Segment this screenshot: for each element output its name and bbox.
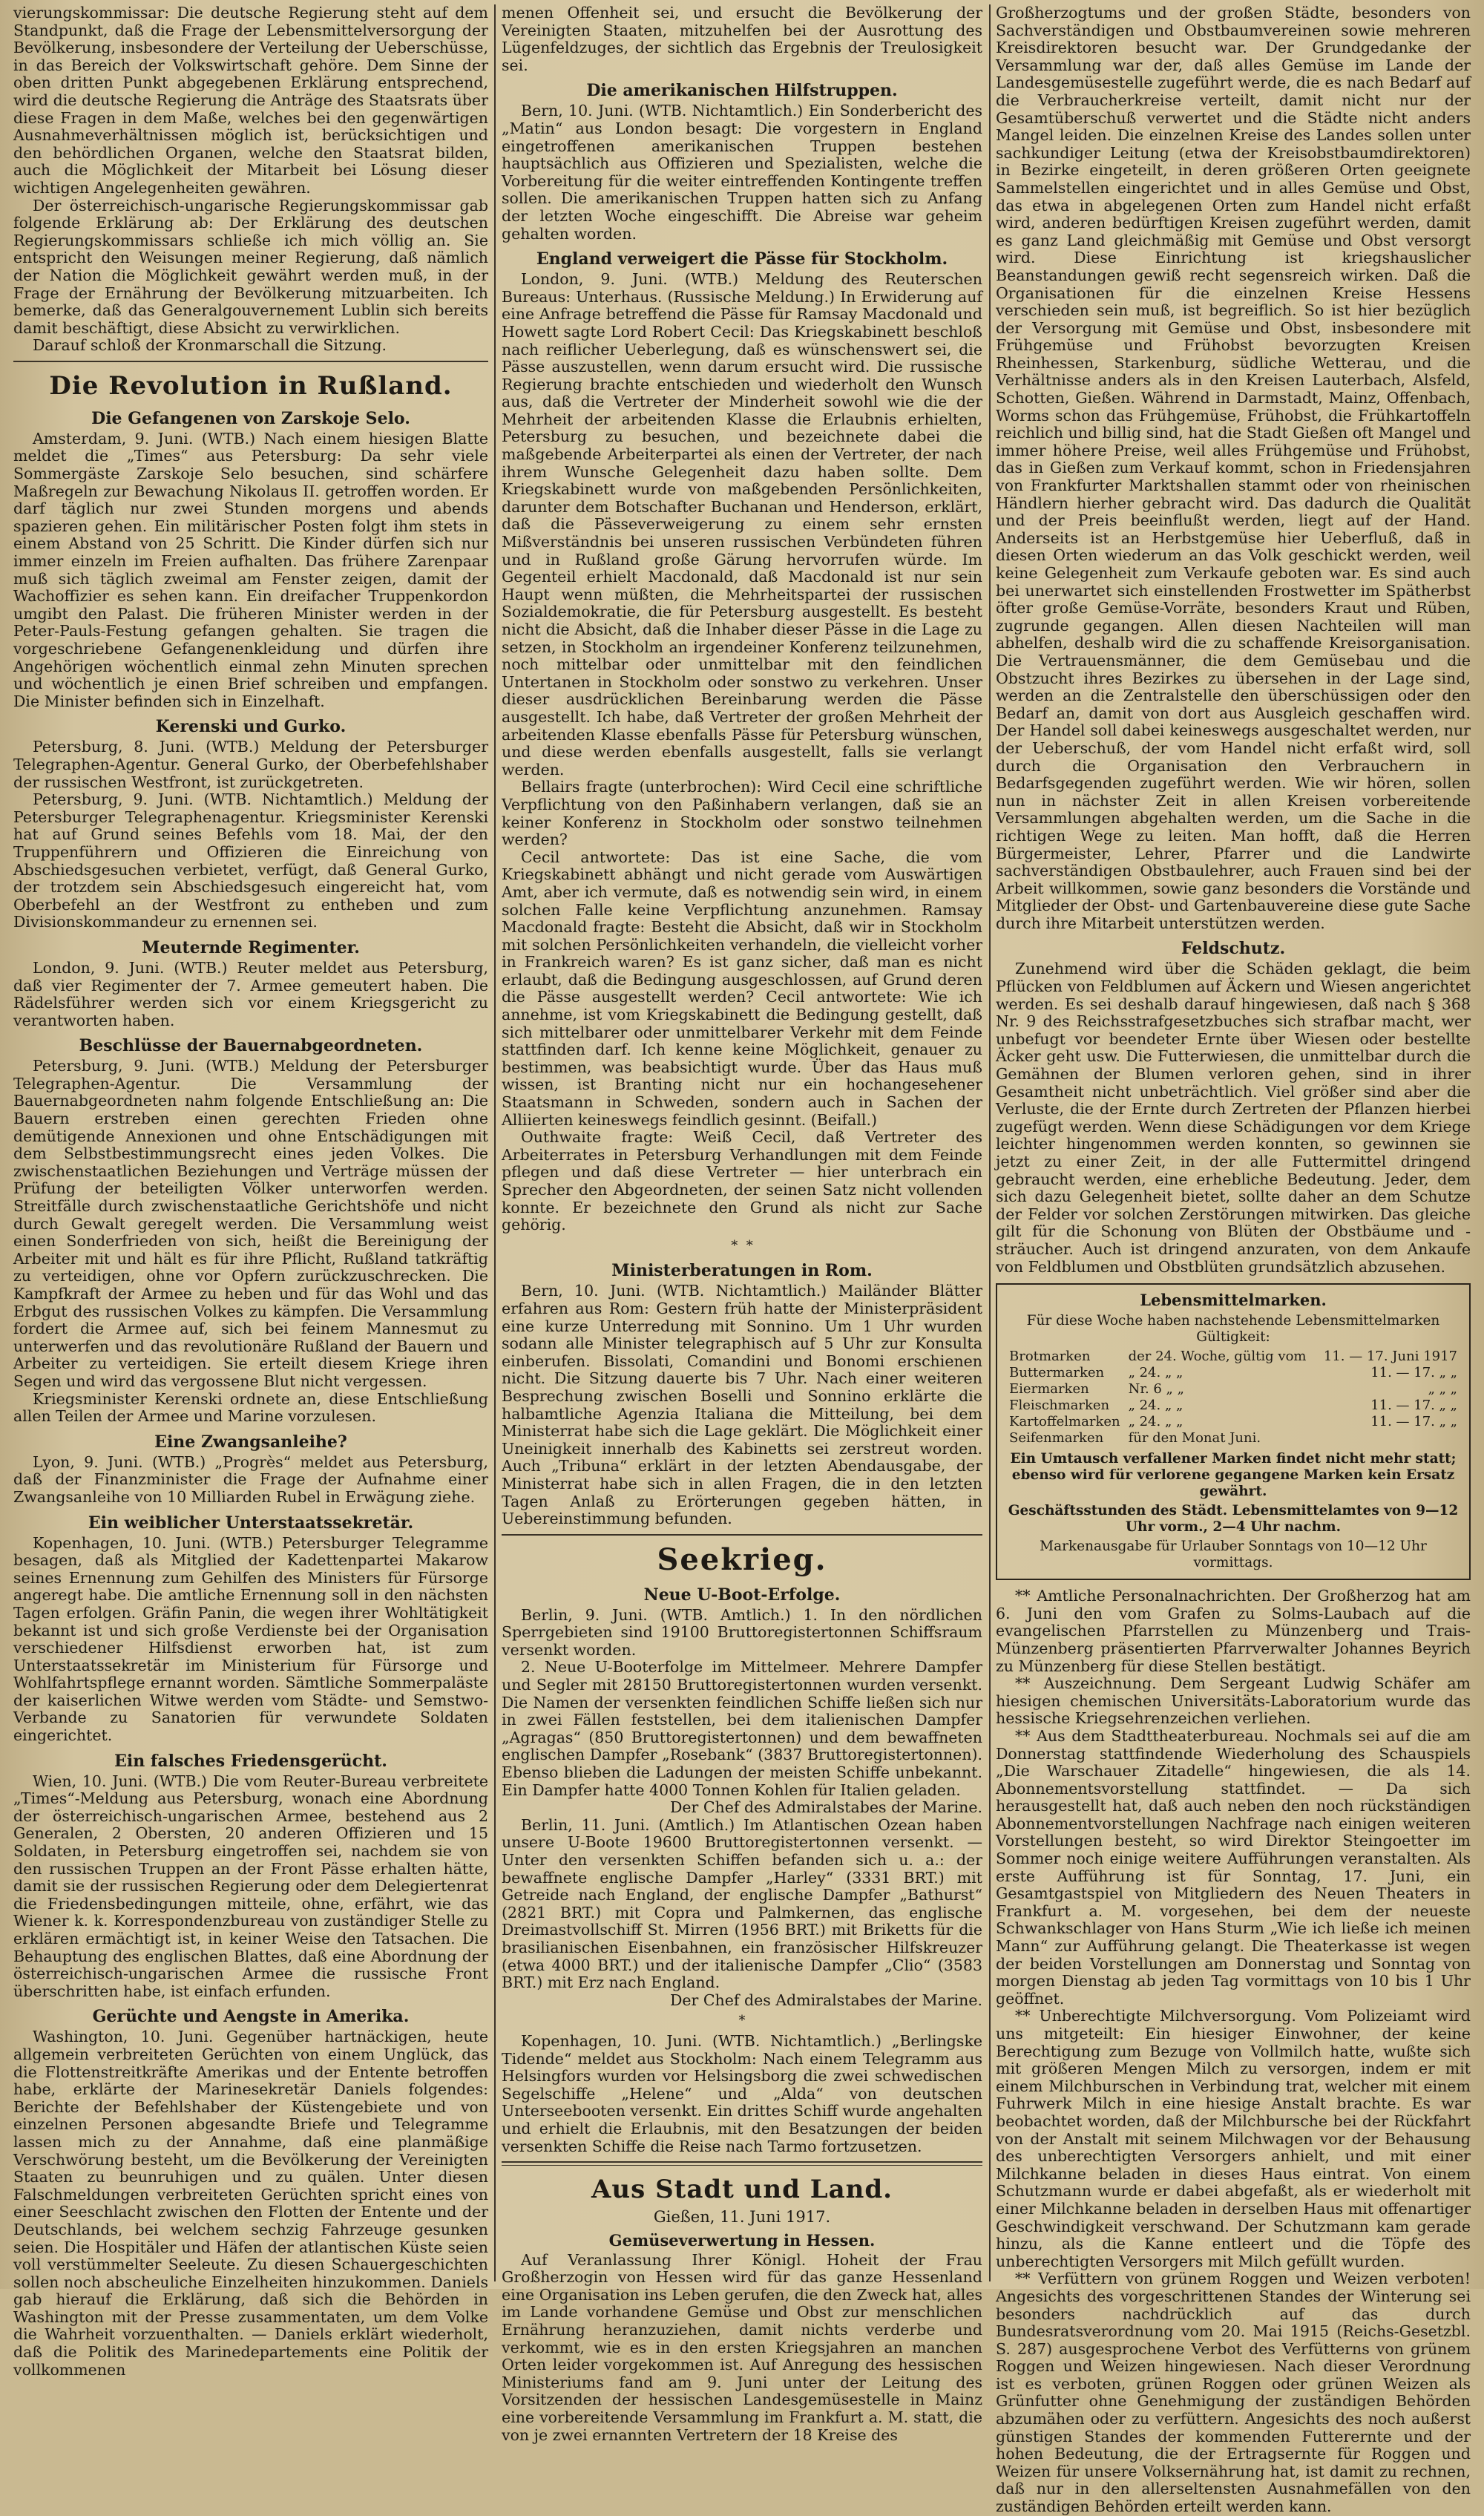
notice-urlauber: Markenausgabe für Urlauber Sonntags von 10—12 Uhr vormittags.: [1040, 1539, 1427, 1571]
article-paragraph: Petersburg, 9. Juni. (WTB. Nichtamtlich.) Meldung der Petersburger Telegraphenagentur. Kriegsminister Kerenski hat auf Grund seines Befehls vom 18. Mai, der den Truppenführern und Offizieren die Einreichung von Abschiedsgesuchen verbietet, verfügt, daß General Gurko, der trotzdem sein Abschiedsgesuch eingereicht hat, vom Oberbefehl an der Westfront zu entheben und zum Divisionskommandeur zu ernennen sei.: [13, 790, 488, 931]
card-range: 11. — 17. „ „: [1370, 1365, 1457, 1381]
article-paragraph: Der österreichisch-ungarische Regierungskommissar gab folgende Erklärung ab: Der Erklärung des deutschen Regierungskommissars schließe ich mich völlig an. Sie entspricht den Weisungen meiner Regierung, daß nämlich der Nation die Möglichkeit gewährt werden muß, in der Frage der Ernährung der Bevölkerung mitzuarbeiten. Ich bemerke, daß das Generalgouvernement Lublin sich bereits damit beschäftigt, diese Absicht zu verwirklichen.: [13, 196, 488, 337]
article-heading: Beschlüsse der Bauernabgeordneten.: [79, 1036, 423, 1056]
card-range: 11. — 17. Juni 1917: [1323, 1349, 1457, 1365]
article-heading: Meuternde Regimenter.: [142, 937, 360, 957]
article-paragraph: vierungskommissar: Die deutsche Regierung steht auf dem Standpunkt, daß die Frage der Lebensmittelversorgung der Bevölkerung, insbesondere der Verteilung der Ueberschüsse, in das Bereich der Volkswirtschaft gehöre. Dem Sinne der oben dritten Punkt abgegebenen Erklärung entsprechend, wird die deutsche Regierung die Anträge des Staatsrats über diese Fragen in dem Maße, welches bei den gegenwärtigen Ausnahmeverhältnissen möglich ist, berücksichtigen und den behördlichen Organen, welche den Staatsrat bilden, auch die Möglichkeit der Mitarbeit bei Lösung dieser wichtigen Angelegenheiten gewähren.: [13, 4, 488, 197]
table-row: [1008, 1349, 1459, 1365]
article-paragraph: Darauf schloß der Kronmarschall die Sitzung.: [33, 336, 387, 355]
asterisk-separator: *: [738, 2013, 746, 2029]
article-heading: Die amerikanischen Hilfstruppen.: [586, 81, 898, 101]
card-name: Kartoffelmarken: [1009, 1414, 1120, 1430]
article-heading: Ein falsches Friedensgerücht.: [114, 1751, 387, 1771]
card-name: Brotmarken: [1009, 1349, 1091, 1365]
ration-card-notice: [996, 1283, 1471, 1580]
card-desc: für den Monat Juni.: [1128, 1430, 1261, 1447]
article-paragraph: Cecil antwortete: Das ist eine Sache, die vom Kriegskabinett abhängt und nicht gerade vom Auswärtigen Amt, aber ich vermute, daß es notwendig sein wird, in einem solchen Falle keine Verpflichtung anzunehmen. Ramsay Macdonald fragte: Besteht die Absicht, daß wir in Stockholm mit solchen Persönlichkeiten verhandeln, die vielleicht vorher in Frankreich waren? Es ist ganz sicher, daß man es nicht erlaubt, daß die Bedingung ausgeschlossen, auf Grund deren die Pässe ausgestellt werden? Cecil antwortete: Wie ich annehme, ist vom Kriegskabinett die Bedingung gestellt, daß sich mittelbarer oder unmittelbarer Verkehr mit dem Feinde stattfinden darf. Ich kenne keine Möglichkeit, genauer zu bestimmen, was beabsichtigt wurde. Über das Haus muß wissen, ist Branting nicht nur ein hochangesehener Staatsmann in Schweden, sondern auch in Sachen der Alliierten keineswegs feindlich gesinnt. (Beifall.): [502, 848, 982, 1129]
divider: [13, 361, 488, 362]
article-paragraph: London, 9. Juni. (WTB.) Meldung des Reuterschen Bureaus: Unterhaus. (Russische Meldung.) In Erwiderung auf eine Anfrage betreffend die Pässe für Ramsay Macdonald und Howett sagte Lord Robert Cecil: Das Kriegskabinett beschloß nach reiflicher Ueberlegung, daß es wünschenswert sei, die Pässe auszustellen, wenn darum ersucht wird. Die russische Regierung brachte entschieden und wiederholt den Wunsch aus, daß die Vertreter der Minderheit sowohl wie die der Mehrheit der arbeitenden Klasse die Erlaubnis erhielten, Petersburg zu besuchen, und bezeichnete dabei die maßgebende Arbeiterpartei als einen der Vertreter, der nach ihrem Wunsche Gelegenheit dazu haben sollte. Dem Kriegskabinett wurde von maßgebenden Persönlichkeiten, darunter dem Botschafter Buchanan und Henderson, erklärt, daß die Pässeverweigerung zu einem sehr ernsten Mißverständnis bei unseren russischen Verbündeten führen und in Rußland große Gärung hervorrufen würde. Im Gegenteil erhielt Macdonald, daß Macdonald ist nur sein Haupt wenn müßten, die Mehrheitspartei der russischen Sozialdemokratie, die für Petersburg ausgestellt. Es besteht nicht die Absicht, daß die Inhaber dieser Pässe in die Lage zu setzen, in Stockholm an irgendeiner Konferenz teilzunehmen, noch mittelbar oder unmittelbar mit den feindlichen Untertanen in Stockholm oder sonstwo zu verkehren. Unser dieser ausdrücklichen Bereinbarung werden die Pässe ausgestellt. Ich habe, daß Vertreter der großen Mehrheit der arbeitenden Klasse ebenfalls Pässe für Petersburg wünschen, und diese werden ebenfalls ausgestellt, falls sie verlangt werden.: [502, 270, 982, 779]
article-heading: Gerüchte und Aengste in Amerika.: [92, 2007, 410, 2027]
article-heading: Neue U-Boot-Erfolge.: [643, 1585, 841, 1605]
card-range: „ „ „: [1428, 1381, 1457, 1398]
card-name: Seifenmarken: [1009, 1430, 1104, 1447]
column-1: [13, 4, 488, 2379]
article-heading: Die Gefangenen von Zarskoje Selo.: [91, 408, 410, 428]
divider: [502, 1534, 982, 1536]
notice-hours: Geschäftsstunden des Städt. Lebensmittelamtes von 9—12 Uhr vorm., 2—4 Uhr nachm.: [1008, 1503, 1459, 1536]
article-paragraph: Kriegsminister Kerenski ordnete an, diese Entschließung allen Teilen der Armee und Marine vorzulesen.: [13, 1389, 488, 1426]
card-name: Buttermarken: [1009, 1365, 1105, 1381]
article-heading: Ministerberatungen in Rom.: [611, 1261, 873, 1281]
local-note: ** Verfüttern von grünem Roggen und Weizen verboten! Angesichts des vorgeschrittenen Standes der Winterung sei besonders nachdrücklich auf das durch Bundesratsverordnung vom 20. Mai 1915 (Reichs-Gesetzbl. S. 287) ausgesprochene Verbot des Verfütterns von grünem Roggen und Weizen hingewiesen. Nach dieser Verordnung ist es verboten, grünen Roggen oder grünen Weizen als Grünfutter ohne Genehmigung der zuständigen Behörden abzumähen oder zu verfüttern. Angesichts des noch außerst günstigen Standes der kommenden Futterernte und der hohen Bedeutung, die der Ertragsernte für Roggen und Weizen für unsere Volksernährung hat, ist damit zu rechnen, daß nur in den allerseltensten Ausnahmefällen von den zuständigen Behörden erteilt werden kann.: [996, 2270, 1471, 2516]
article-paragraph: menen Offenheit sei, und ersucht die Bevölkerung der Vereinigten Staaten, mitzuhelfen bei der Ausrottung des Lügenfeldzuges, der sichtlich das Ergebnis der Treulosigkeit sei.: [502, 4, 982, 74]
section-title: Die Revolution in Rußland.: [49, 370, 453, 401]
article-paragraph: Amsterdam, 9. Juni. (WTB.) Nach einem hiesigen Blatte meldet die „Times“ aus Petersburg: Da sehr viele Sommergäste Zarskoje Selo besuchen, sind schärfere Maßregeln zur Bewachung Nikolaus II. getroffen worden. Er darf täglich nur zwei Stunden morgens und abends spazieren gehen. Ein militärischer Posten folgt ihm stets in einem Abstand von 25 Schritt. Die Kinder dürfen sich nur immer einzeln im Freien aufhalten. Das frühere Zarenpaar muß sich täglich zweimal am Fenster zeigen, damit der Wachoffizier es sehen kann. Ein dreifacher Truppenkordon umgibt den Palast. Die früheren Minister werden in der Peter-Pauls-Festung gefangen gehalten. Sie tragen die vorgeschriebene Gefangenenkleidung und dürfen ihre Angehörigen wöchentlich einmal zehn Minuten sprechen und wöchentlich je einen Brief schreiben und empfangen. Die Minister befinden sich in Einzelhaft.: [13, 429, 488, 710]
column-rule: [989, 4, 991, 2281]
article-heading: Gemüseverwertung in Hessen.: [608, 2230, 876, 2250]
article-heading: Ein weiblicher Unterstaatssekretär.: [88, 1513, 414, 1533]
article-paragraph: Bern, 10. Juni. (WTB. Nichtamtlich.) Ein Sonderbericht des „Matin“ aus London besagt: Die vorgestern in England eingetroffenen amerikanischen Truppen bestehen hauptsächlich aus Offizieren und Spezialisten, welche die Vorbereitung für die weiter eintreffenden Kontingente treffen sollen. Die amerikanischen Truppen hatten sich zu Anfang der letzten Woche eingeschifft. Die Abreise war geheim gehalten worden.: [502, 102, 982, 243]
table-row: [1008, 1430, 1459, 1447]
article-paragraph: Outhwaite fragte: Weiß Cecil, daß Vertreter des Arbeiterrates in Petersburg Verhandlungen mit dem Feinde pflegen und daß diese Vertreter — hier unterbrach ein Sprecher den Abgeordneten, der seinen Satz nicht vollenden konnte. Er bezeichnete den Grund als nicht zur Sache gehörig.: [502, 1128, 982, 1234]
article-paragraph: Wien, 10. Juni. (WTB.) Die vom Reuter-Bureau verbreitete „Times“-Meldung aus Petersburg, wonach eine Abordnung der österreichisch-ungarischen Armee, bestehend aus 2 Generalen, 2 Obersten, 20 anderen Offizieren und 15 Soldaten, in Petersburg eingetroffen sei, nachdem sie von den russischen Truppen an der Front Pässe erhalten hätte, damit sie der russischen Regierung oder dem Delegiertenrat die Friedensbedingungen mitteile, ohne, erfährt, wie das Wiener k. k. Korrespondenzbureau von zuständiger Stelle zu erklären ermächtigt ist, in keiner Weise den Tatsachen. Die Behauptung des englischen Blattes, daß eine Abordnung der österreichisch-ungarischen Armee die russische Front überschritten habe, ist einfach erfunden.: [13, 1772, 488, 2000]
card-range: 11. — 17. „ „: [1370, 1414, 1457, 1430]
card-range: [1316, 1430, 1459, 1447]
article-paragraph: Petersburg, 9. Juni. (WTB.) Meldung der Petersburger Telegraphen-Agentur. Die Versammlung der Bauernabgeordneten nahm folgende Entschließung an: Die Bauern erstreben einen gerechten Frieden ohne demütigende Annexionen und ohne Entschädigungen mit dem Selbstbestimmungsrecht eines jeden Volkes. Die zwischenstaatlichen Beziehungen und Verträge müssen der Prüfung der beteiligten Völker unterworfen werden. Streitfälle durch zwischenstaatliche Gerichtshöfe und nicht durch Gewalt geregelt werden. Die Versammlung weist einen Sonderfrieden von sich, heißt die Bereinigung der Arbeiter mit und hält es für ihre Pflicht, Rußland tatkräftig zu verteidigen, ohne vor Opfern zurückzuschrecken. Die Kampfkraft der Armee zu heben und für das Wohl und das Erbgut des russischen Volkes zu kämpfen. Die Versammlung fordert die Armee auf, sich bei feinem Mannesmut zu unterwerfen und das revolutionäre Rußland der Bauern und Arbeiter zu verteidigen. Sie erteilt diesem Kriege ihren Segen und wird das vergossene Blut nicht vergessen.: [13, 1057, 488, 1390]
article-paragraph: London, 9. Juni. (WTB.) Reuter meldet aus Petersburg, daß vier Regimenter der 7. Armee gemeutert haben. Die Rädelsführer werden sich vor einem Kriegsgericht zu verantworten haben.: [13, 958, 488, 1029]
card-desc: Nr. 6 „ „: [1128, 1381, 1184, 1398]
asterisk-separator: * *: [731, 1237, 753, 1254]
notice-title: Lebensmittelmarken.: [1140, 1291, 1327, 1310]
article-heading: Kerenski und Gurko.: [155, 717, 347, 737]
table-row: [1008, 1414, 1459, 1430]
table-row: [1008, 1381, 1459, 1398]
divider: [502, 2161, 982, 2166]
article-paragraph: Großherzogtums und der großen Städte, besonders von Sachverständigen und Obstbaumvereinen sowie mehreren Kreisdirektoren besucht war. Der Grundgedanke der Versammlung war der, daß alles Gemüse im Lande der Landesgemüsestelle zugeführt werde, die es nach Bedarf auf die Verbraucherkreise verteilt, damit nicht nur der Gesamtüberschuß verwertet und die Städte nicht anders Mangel leiden. Die einzelnen Kreise des Landes sollen unter sachkundiger Leitung (etwa der Kreisobstbaumdirektoren) in Bezirke eingeteilt, in deren größeren Orten geeignete Sammelstellen eingerichtet und in alles Gemüse und Obst, das etwa in abgelegenen Orten zum Handel nicht erfaßt wird, anderen bedürftigen Kreisen zugeführt werden, damit es ganz Land gleichmäßig mit Gemüse und Obst versorgt wird. Diese Einrichtung ist kriegshauslicher Beanstandungen gewiß recht segensreich wirken. Daß die Organisationen für die einzelnen Kreise Hessens verschieden sein muß, ist begreiflich. So ist hier bezüglich der Versorgung mit Gemüse und Obst, insbesondere mit Frühgemüse und Frühobst bevorzugten Kreisen Rheinhessen, Starkenburg, südliche Wetterau, und die Verhältnisse anders als in den Kreisen Lauterbach, Alsfeld, Schotten, Gießen. Während in Darmstadt, Mainz, Offenbach, Worms schon das Frühgemüse, Frühobst, die Frühkartoffeln reichlich und billig sind, hat die Stadt Gießen oft Mangel und immer höhere Preise, weil alles Frühgemüse und Frühobst, das in Gießen zum Verkauf kommt, schon in Friedensjahren von Frankfurter Marktshallen stammt oder von rheinischen Händlern hierher gebracht wird. Das dadurch die Qualität und der Preis beeinflußt werden, liegt auf der Hand. Anderseits ist an Herbstgemüse hier Ueberfluß, daß in diesen Orten wiederum an das Volk geschickt werden, weil keine Gelegenheit zum Verkaufe geboten war. Es sind auch bei unerwartet sich einstellenden Frostwetter im Spätherbst öfter große Gemüse-Vorräte, besonders Kraut und Rüben, zugrunde gegangen. Allen diesen Nachteilen will man abhelfen, deshalb wird die zu schaffende Kreisorganisation. Die Vertrauensmänner, die dem Gemüsebau und die Obstzucht ihres Bezirkes zu übersehen in der Lage sind, werden an die Zentralstelle den überschüssigen oder den Bedarf an, damit von dort aus Ausgleich geschaffen wird. Der Handel soll dabei keineswegs ausgeschaltet werden, nur der Ueberschuß, der vom Handel nicht erfaßt wird, soll durch die Organisation den Verbrauchern in Bedarfsgegenden zugeführt werden. Wie wir hören, sollen nun in nächster Zeit in allen Kreisen vorbereitende Versammlungen abgehalten werden, um die Sache in die richtigen Wege zu leiten. Man hofft, daß die Herren Bürgermeister, Lehrer, Pfarrer und die Landwirte sachverständigen Obstbaulehrer, auch Frauen sind bei der Arbeit willkommen, sowie ganz besonders die Vorstände und Mitglieder der Obst- und Gartenbauvereine diese gute Sache durch ihre Mitarbeit unterstützen werden.: [996, 4, 1471, 932]
card-desc: „ 24. „ „: [1128, 1414, 1183, 1430]
local-note: ** Unberechtigte Milchversorgung. Vom Polizeiamt wird uns mitgeteilt: Ein hiesiger Einwohner, der keine Berechtigung zum Bezuge von Vollmilch hatte, wußte sich mit größeren Mengen Milch zu versorgen, indem er mit einem Milchburschen in Verbindung trat, welcher mit einem Fuhrwerk Milch in eine hiesige Anstalt brachte. Es war beobachtet worden, daß der Milchbursche bei der Rückfahrt von der Anstalt mit seinem Milchwagen vor der Behausung des unberechtigten Versorgers anhielt, und mit einer Milchkanne beladen in dieses Haus eintrat. Von einem Schutzmann wurde er dabei abgefaßt, als er wiederholt mit einer Milchkanne beladen in derselben Haus mit offenartiger Geschwindigkeit verschwand. Der Schutzmann kam gerade hinzu, als die Kanne entleert und die Töpfe des unberechtigten Versorgers mit Milch gefüllt wurden.: [996, 2007, 1471, 2270]
notice-intro: Für diese Woche haben nachstehende Lebensmittelmarken Gültigkeit:: [1026, 1313, 1440, 1346]
local-note: ** Aus dem Stadttheaterbureau. Nochmals sei auf die am Donnerstag stattfindende Wiederholung des Schauspiels „Die Warschauer Zitadelle“ hingewiesen, die als 14. Abonnementsvorstellung stattfindet. — Da sich herausgestellt hat, daß auch neben den noch rückständigen Abonnementvorstellungen Nachfrage nach einigen weiteren Vorstellungen besteht, so wird Direktor Steingoetter im Sommer noch einige weitere Aufführungen veranstalten. Als erste Aufführung ist für Sonntag, 17. Juni, ein Gesamtgastspiel von Mitgliedern des Neuen Theaters in Frankfurt a. M. vorgesehen, bei dem der neueste Schwankschlager von Hans Sturm „Wie ich ließe ich meinen Mann“ zur Aufführung gelangt. Die Theaterkasse ist wegen der beiden Vorstellungen am Donnerstag und Sonntag von morgen Dienstag ab jeden Tag vormittags von 10 bis 1 Uhr geöffnet.: [996, 1726, 1471, 2008]
article-paragraph: Zunehmend wird über die Schäden geklagt, die beim Pflücken von Feldblumen auf Äckern und Wiesen angerichtet werden. Es sei deshalb darauf hingewiesen, daß nach § 368 Nr. 9 des Reichsstrafgesetzbuches sich strafbar macht, wer unbefugt vor beendeter Ernte über Wiesen oder bestellte Äcker geht usw. Die Futterwiesen, die unmittelbar durch die Gemähnen der Blumen verloren gehen, sind in ihrer Gesamtheit nicht unbeträchtlich. Viel größer sind aber die Verluste, die der Ernte durch Zertreten der Pflanzen hierbei zugefügt werden. Wenn diese Schädigungen vor dem Kriege leichter hingenommen werden konnten, so gewinnen sie jetzt zu einer Zeit, in der alle Futtermittel dringend gebraucht werden, eine erhebliche Bedeutung. Jeder, dem sich dazu Gelegenheit bietet, sollte daher an dem Schutze der Felder vor solchen Zerstörungen mitwirken. Das gleiche gilt für die Schonung von Blüten der Obstbäume und -sträucher. Auch ist dringend anzuraten, von dem Ankaufe von Feldblumen und Obstblüten grundsätzlich abzusehen.: [996, 960, 1471, 1276]
article-paragraph: 2. Neue U-Booterfolge im Mittelmeer. Mehrere Dampfer und Segler mit 28150 Bruttoregistertonnen wurden versenkt. Die Namen der versenkten feindlichen Schiffe ließen sich nur in zwei Fällen feststellen, bei dem italienischen Dampfer „Agragas“ (850 Bruttoregistertonnen) und dem bewaffneten englischen Dampfer „Rosebank“ (3837 Bruttoregistertonnen). Ebenso blieben die Ladungen der meisten Schiffe unbekannt. Ein Dampfer hatte 4000 Tonnen Kohlen für Italien geladen.: [502, 1658, 982, 1799]
article-paragraph: Berlin, 9. Juni. (WTB. Amtlich.) 1. In den nördlichen Sperrgebieten sind 19100 Bruttoregistertonnen Schiffsraum versenkt worden.: [502, 1605, 982, 1659]
column-3: [996, 4, 1471, 2516]
article-heading: Feldschutz.: [1181, 939, 1286, 959]
card-name: Fleischmarken: [1009, 1398, 1110, 1414]
section-title: Seekrieg.: [657, 1542, 827, 1577]
article-heading: Eine Zwangsanleihe?: [154, 1432, 347, 1452]
article-paragraph: Berlin, 11. Juni. (Amtlich.) Im Atlantischen Ozean haben unsere U-Boote 19600 Bruttoregistertonnen versenkt. — Unter den versenkten Schiffen befanden sich u. a.: der bewaffnete englische Dampfer „Harley“ (3331 BRT.) mit Getreide nach England, der englische Dampfer „Bathurst“ (2821 BRT.) mit Copra und Palmkernen, das englische Dreimastvollschiff St. Mirren (1956 BRT.) mit Briketts für die brasilianischen Eisenbahnen, ein französischer Hilfskreuzer (etwa 4000 BRT.) und der italienische Dampfer „Clio“ (3583 BRT.) mit Erz nach England.: [502, 1815, 982, 1992]
local-note: ** Amtliche Personalnachrichten. Der Großherzog hat am 6. Juni den vom Grafen zu Solms-Laubach auf die evangelischen Pfarrstellen zu Münzenberg und Trais-Münzenberg präsentierten Pfarrverwalter Johannes Beyrich zu Münzenberg für diese Stellen bestätigt.: [996, 1587, 1471, 1675]
dateline: Gießen, 11. Juni 1917.: [653, 2208, 831, 2227]
card-name: Eiermarken: [1009, 1381, 1089, 1398]
article-paragraph: Kopenhagen, 10. Juni. (WTB. Nichtamtlich.) „Berlingske Tidende“ meldet aus Stockholm: Nach einem Telegramm aus Helsingfors wurden vor Helsingsborg die zwei schwedischen Segelschiffe „Helene“ und „Alda“ von deutschen Unterseebooten versenkt. Ein drittes Schiff wurde angehalten und erhielt die Erlaubnis, mit den Besatzungen der beiden versenkten Schiffe die Reise nach Tarmo fortzusetzen.: [502, 2031, 982, 2155]
column-rule: [494, 4, 496, 2281]
article-paragraph: Lyon, 9. Juni. (WTB.) „Progrès“ meldet aus Petersburg, daß der Finanzminister die Frage der Aufnahme einer Zwangsanleihe von 10 Milliarden Rubel in Erwägung ziehe.: [13, 1452, 488, 1506]
section-title: Aus Stadt und Land.: [591, 2175, 893, 2205]
card-desc: „ 24. „ „: [1128, 1398, 1183, 1414]
signature: Der Chef des Admiralstabes der Marine.: [669, 1991, 982, 2009]
ration-card-table: [1008, 1349, 1459, 1447]
article-paragraph: Kopenhagen, 10. Juni. (WTB.) Petersburger Telegramme besagen, daß als Mitglied der Kadettenpartei Makarow seines Ernennung zum Gehilfen des Ministers für Fürsorge angeregt habe. Die amtliche Ernennung soll in den nächsten Tagen erfolgen. Gräfin Panin, die wegen ihrer Wohltätigkeit bekannt ist und sich große Verdienste bei der Organisation verschiedener Hilfsdienst erworben hat, ist zum Unterstaatssekretär im Ministerium für Fürsorge und Wohlfahrtspflege ernannt worden. Sämtliche Sommerpaläste der kaiserlichen Witwe werden vom Städte- und Semstwo-Verbande zu Sanatorien für verwundete Soldaten eingerichtet.: [13, 1533, 488, 1745]
table-row: [1008, 1365, 1459, 1381]
article-paragraph: Auf Veranlassung Ihrer Königl. Hoheit der Frau Großherzogin von Hessen wird für das ganze Hessenland eine Organisation ins Leben gerufen, die den Zweck hat, alles im Lande vorhandene Gemüse und Obst zur menschlichen Ernährung heranzuziehen, damit nichts verderbe und verkommt, wie es in den ersten Kriegsjahren an manchen Orten leider vorgekommen ist. Auf Anregung des hessischen Ministeriums fand am 9. Juni unter der Leitung des Vorsitzenden der hessischen Landesgemüsestelle in Mainz eine vorbereitende Versammlung im Frankfurt a. M. statt, die von je zwei ernannten Vertretern der 18 Kreise des: [502, 2250, 982, 2444]
local-note: ** Auszeichnung. Dem Sergeant Ludwig Schäfer am hiesigen chemischen Universitäts-Laboratorium wurde das hessische Kriegsehrenzeichen verliehen.: [996, 1674, 1471, 1728]
signature: Der Chef des Admiralstabes der Marine.: [669, 1798, 982, 1817]
column-2: [502, 4, 982, 2444]
card-desc: „ 24. „ „: [1128, 1365, 1183, 1381]
card-desc: der 24. Woche, gültig vom: [1128, 1349, 1307, 1365]
card-range: 11. — 17. „ „: [1370, 1398, 1457, 1414]
notice-note: Ein Umtausch verfallener Marken findet nicht mehr statt; ebenso wird für verlorene gegangene Marken kein Ersatz gewährt.: [1010, 1451, 1457, 1500]
article-heading: England verweigert die Pässe für Stockholm.: [536, 249, 948, 269]
article-paragraph: Petersburg, 8. Juni. (WTB.) Meldung der Petersburger Telegraphen-Agentur. General Gurko, der Oberbefehlshaber der russischen Westfront, ist zurückgetreten.: [13, 738, 488, 791]
article-paragraph: Bern, 10. Juni. (WTB. Nichtamtlich.) Mailänder Blätter erfahren aus Rom: Gestern früh hatte der Ministerpräsident eine kurze Unterredung mit Sonnino. Um 1 Uhr wurden sodann alle Minister telegraphisch auf 5 Uhr zur Konsulta einberufen. Bissolati, Comandini und Bonomi erschienen nicht. Die Sitzung dauerte bis 7 Uhr. Nach einer weiteren Besprechung zwischen Boselli und Sonnino erklärte die halbamtliche Agenzia Italiana die Mitteilung, bei dem Ministerrat habe sich die Lage geklärt. Die Möglichkeit einer Uneinigkeit innerhalb des Kabinetts sei zerstreut worden. Auch „Tribuna“ erklärt in der letzten Abendausgabe, der Ministerrat habe sich in allen Fragen, die in den letzten Tagen Anlaß zu Erörterungen gegeben hätten, in Uebereinstimmung befunden.: [502, 1282, 982, 1528]
article-paragraph: Bellairs fragte (unterbrochen): Wird Cecil eine schriftliche Verpflichtung von den Paßinhabern verlangen, daß sie an keiner Konferenz in Stockholm oder sonstwo teilnehmen werden?: [502, 778, 982, 849]
table-row: [1008, 1398, 1459, 1414]
article-paragraph: Washington, 10. Juni. Gegenüber hartnäckigen, heute allgemein verbreiteten Gerüchten von einem Unglück, das die Flottenstreitkräfte Amerikas und der Entente betroffen habe, erklärte der Marinesekretär Daniels folgendes: Berichte der Befehlshaber der Küstengebiete und von einzelnen Personen abgesandte Briefe und Telegramme lassen mich zu der Annahme, daß eine planmäßige Verschwörung besteht, um die Bevölkerung der Vereinigten Staaten zu beunruhigen und zu quälen. Unter diesen Falschmeldungen verbreiteten Gerüchten spricht eines von einer Seeschlacht zwischen den Flotten der Entente und der Deutschlands, bei welchem sechzig Fahrzeuge gesunken seien. Die Hospitäler und Häfen der atlantischen Küste seien voll verstümmelter Seeleute. Zu diesen Schauergeschichten sollen noch abscheuliche Einzelheiten hinzukommen. Daniels gab hierauf die Erklärung, daß sich die Behörden in Washington mit der Presse zusammentaten, um dem Volke die Wahrheit vorzuenthalten. — Daniels erklärt wiederholt, daß die Politik des Marinedepartements eine Politik der vollkommenen: [13, 2028, 488, 2379]
